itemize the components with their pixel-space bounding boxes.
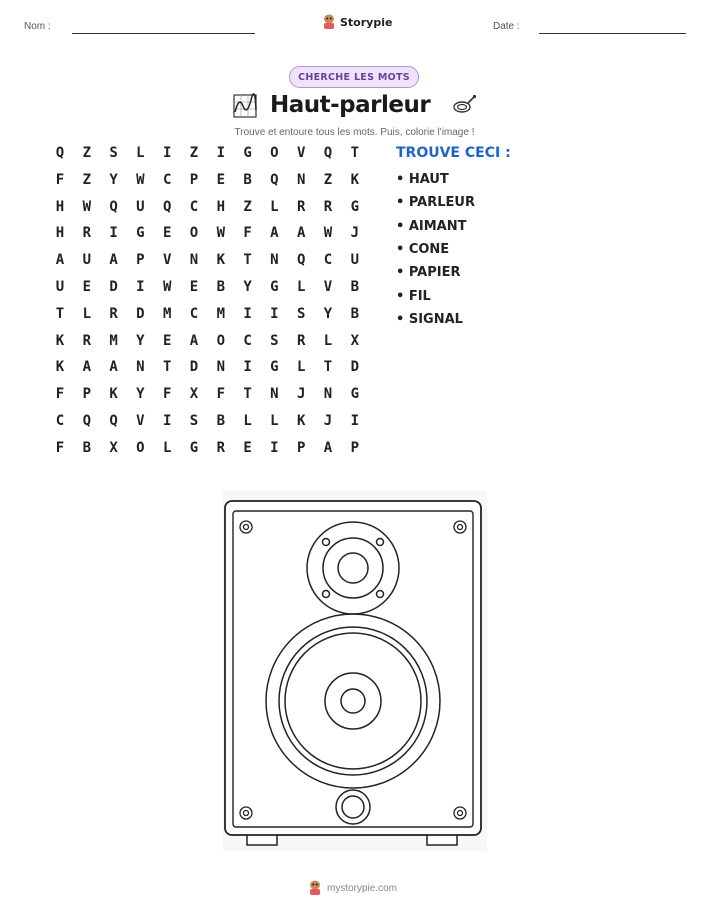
- word-list-item: • HAUT: [396, 172, 449, 187]
- grid-letter[interactable]: F: [55, 386, 65, 403]
- grid-letter[interactable]: H: [55, 198, 65, 215]
- grid-letter[interactable]: P: [136, 252, 145, 269]
- grid-letter[interactable]: H: [55, 225, 65, 242]
- grid-letter[interactable]: I: [243, 305, 252, 322]
- grid-letter[interactable]: L: [270, 413, 279, 429]
- grid-letter[interactable]: K: [55, 332, 65, 349]
- grid-letter[interactable]: T: [350, 145, 360, 161]
- grid-letter[interactable]: B: [350, 279, 360, 295]
- grid-letter[interactable]: C: [189, 305, 199, 322]
- grid-letter[interactable]: R: [109, 305, 118, 322]
- grid-letter[interactable]: L: [82, 305, 92, 322]
- title-row: [0, 92, 709, 122]
- grid-letter[interactable]: R: [82, 225, 92, 242]
- name-line: [72, 33, 255, 34]
- grid-letter[interactable]: F: [55, 171, 65, 188]
- grid-letter[interactable]: T: [55, 305, 65, 322]
- grid-letter[interactable]: J: [350, 225, 360, 242]
- grid-letter[interactable]: R: [296, 332, 306, 349]
- grid-letter[interactable]: V: [136, 413, 145, 429]
- grid-letter[interactable]: E: [162, 225, 172, 242]
- date-label: Date :: [493, 21, 520, 32]
- footer: [308, 880, 397, 896]
- grid-letter[interactable]: Z: [243, 198, 252, 215]
- grid-letter[interactable]: A: [270, 225, 279, 242]
- grid-letter[interactable]: E: [243, 439, 252, 456]
- grid-letter[interactable]: N: [323, 386, 333, 403]
- grid-letter[interactable]: E: [162, 332, 172, 349]
- chart-doodle-icon: [231, 92, 259, 120]
- word-list-item: • CONE: [396, 241, 450, 257]
- storypie-logo-icon: [322, 14, 336, 30]
- grid-letter[interactable]: Z: [189, 145, 199, 161]
- grid-letter[interactable]: O: [189, 225, 199, 242]
- grid-letter[interactable]: H: [216, 198, 226, 215]
- grid-letter[interactable]: Q: [109, 413, 118, 429]
- grid-letter[interactable]: B: [216, 413, 226, 429]
- grid-letter[interactable]: S: [109, 145, 118, 161]
- page-title: Haut-parleur: [270, 92, 431, 118]
- grid-letter[interactable]: P: [350, 439, 360, 456]
- grid-letter[interactable]: I: [350, 413, 360, 429]
- grid-letter[interactable]: G: [136, 225, 145, 242]
- grid-letter[interactable]: E: [82, 279, 92, 295]
- grid-letter[interactable]: L: [296, 279, 306, 295]
- grid-letter[interactable]: M: [162, 305, 172, 322]
- word-list-item: • PARLEUR: [396, 195, 475, 211]
- grid-letter[interactable]: D: [109, 279, 118, 295]
- grid-letter[interactable]: Q: [109, 198, 118, 215]
- grid-letter[interactable]: G: [350, 386, 360, 403]
- grid-letter[interactable]: O: [270, 145, 279, 161]
- grid-letter[interactable]: G: [243, 145, 252, 161]
- grid-letter[interactable]: X: [109, 439, 118, 456]
- grid-letter[interactable]: I: [162, 145, 172, 161]
- name-label: Nom :: [24, 21, 51, 32]
- grid-letter[interactable]: G: [189, 439, 199, 456]
- grid-letter[interactable]: A: [82, 359, 92, 376]
- grid-letter[interactable]: C: [55, 413, 65, 429]
- grid-letter[interactable]: I: [270, 439, 279, 456]
- word-list-title: TROUVE CECI :: [396, 145, 511, 161]
- grid-letter[interactable]: O: [216, 332, 226, 349]
- instructions: Trouve et entoure tous les mots. Puis, colorie l'image !: [234, 127, 475, 138]
- grid-letter[interactable]: Y: [136, 386, 145, 403]
- grid-letter[interactable]: A: [109, 252, 118, 269]
- speaker-illustration: [223, 491, 487, 851]
- grid-letter[interactable]: B: [216, 279, 226, 295]
- grid-letter[interactable]: G: [270, 359, 279, 376]
- grid-letter[interactable]: U: [350, 252, 360, 269]
- grid-letter[interactable]: W: [323, 225, 333, 242]
- grid-letter[interactable]: C: [323, 252, 333, 269]
- grid-letter[interactable]: Z: [82, 145, 92, 161]
- grid-letter[interactable]: E: [216, 171, 226, 188]
- grid-letter[interactable]: Q: [55, 145, 65, 161]
- grid-letter[interactable]: W: [216, 225, 226, 242]
- grid-letter[interactable]: V: [162, 252, 172, 269]
- grid-letter[interactable]: Q: [82, 413, 92, 429]
- grid-letter[interactable]: L: [270, 198, 279, 215]
- grid-letter[interactable]: J: [296, 386, 306, 403]
- grid-letter[interactable]: L: [296, 359, 306, 376]
- grid-letter[interactable]: Q: [296, 252, 306, 269]
- grid-letter[interactable]: R: [82, 332, 92, 349]
- grid-letter[interactable]: A: [189, 332, 199, 349]
- grid-letter[interactable]: L: [323, 332, 333, 349]
- date-line: [539, 33, 686, 34]
- grid-letter[interactable]: C: [243, 332, 252, 349]
- grid-letter[interactable]: Q: [162, 198, 172, 215]
- grid-letter[interactable]: G: [350, 198, 360, 215]
- grid-letter[interactable]: C: [162, 171, 172, 188]
- grid-letter[interactable]: W: [82, 198, 92, 215]
- grid-letter[interactable]: P: [82, 386, 92, 403]
- grid-letter[interactable]: D: [350, 359, 360, 376]
- grid-letter[interactable]: X: [350, 332, 360, 349]
- grid-letter[interactable]: J: [323, 413, 333, 429]
- grid-letter[interactable]: Q: [270, 171, 279, 188]
- wire-coil-icon: [451, 94, 477, 116]
- grid-letter[interactable]: K: [109, 386, 118, 403]
- category-pill-label: CHERCHE LES MOTS: [298, 71, 410, 83]
- grid-letter[interactable]: T: [323, 359, 333, 376]
- grid-letter[interactable]: Y: [136, 332, 145, 349]
- grid-letter[interactable]: W: [136, 171, 145, 188]
- grid-letter[interactable]: B: [243, 171, 252, 188]
- grid-letter[interactable]: N: [136, 359, 145, 376]
- grid-letter[interactable]: A: [109, 359, 118, 376]
- grid-letter[interactable]: N: [216, 359, 226, 376]
- grid-letter[interactable]: N: [270, 252, 279, 269]
- grid-letter[interactable]: Y: [323, 305, 333, 322]
- grid-letter[interactable]: A: [296, 225, 306, 242]
- grid-letter[interactable]: Y: [243, 279, 252, 295]
- grid-letter[interactable]: A: [323, 439, 333, 456]
- grid-letter[interactable]: F: [162, 386, 172, 403]
- grid-letter[interactable]: L: [162, 439, 172, 456]
- grid-letter[interactable]: O: [136, 439, 145, 456]
- word-list-item: • AIMANT: [396, 218, 467, 234]
- grid-letter[interactable]: I: [109, 225, 118, 242]
- grid-letter[interactable]: I: [162, 413, 172, 429]
- word-list-item: • SIGNAL: [396, 311, 463, 327]
- word-list-item: • FIL: [396, 288, 431, 304]
- grid-letter[interactable]: G: [270, 279, 279, 295]
- grid-letter[interactable]: D: [136, 305, 145, 322]
- grid-letter[interactable]: E: [189, 279, 199, 295]
- grid-letter[interactable]: I: [270, 305, 279, 322]
- grid-letter[interactable]: U: [55, 279, 65, 295]
- grid-letter[interactable]: F: [216, 386, 226, 403]
- grid-letter[interactable]: I: [216, 145, 226, 161]
- grid-letter[interactable]: S: [296, 305, 306, 322]
- grid-letter[interactable]: Z: [323, 171, 333, 188]
- grid-letter[interactable]: U: [82, 252, 92, 269]
- grid-letter[interactable]: M: [216, 305, 226, 322]
- grid-letter[interactable]: Q: [323, 145, 333, 161]
- grid-letter[interactable]: N: [296, 171, 306, 188]
- grid-letter[interactable]: M: [109, 332, 118, 349]
- grid-letter[interactable]: K: [296, 413, 306, 429]
- grid-letter[interactable]: R: [323, 198, 333, 215]
- grid-letter[interactable]: P: [189, 171, 199, 188]
- category-pill: [289, 66, 419, 88]
- grid-letter[interactable]: I: [243, 359, 252, 376]
- grid-letter[interactable]: R: [216, 439, 226, 456]
- grid-letter[interactable]: B: [350, 305, 360, 322]
- grid-letter[interactable]: T: [162, 359, 172, 376]
- footer-url: mystorypie.com: [327, 882, 398, 894]
- grid-letter[interactable]: F: [243, 225, 252, 242]
- brand: [322, 14, 392, 30]
- grid-letter[interactable]: Y: [109, 171, 118, 188]
- grid-letter[interactable]: R: [296, 198, 306, 215]
- grid-letter[interactable]: V: [323, 279, 333, 295]
- storypie-logo-icon: [308, 880, 322, 896]
- grid-letter[interactable]: V: [296, 145, 306, 161]
- grid-letter[interactable]: K: [216, 252, 226, 269]
- grid-letter[interactable]: N: [189, 252, 199, 269]
- grid-letter[interactable]: T: [243, 386, 252, 403]
- word-list-item: • PAPIER: [396, 265, 461, 281]
- grid-letter[interactable]: W: [162, 279, 172, 295]
- grid-letter[interactable]: K: [55, 359, 65, 376]
- grid-letter[interactable]: X: [189, 386, 199, 403]
- grid-letter[interactable]: S: [189, 413, 199, 429]
- grid-letter[interactable]: A: [55, 252, 65, 269]
- brand-name: Storypie: [340, 15, 393, 29]
- grid-letter[interactable]: L: [136, 145, 145, 161]
- grid-letter[interactable]: Z: [82, 171, 92, 188]
- grid-letter[interactable]: B: [82, 439, 92, 456]
- grid-letter[interactable]: D: [189, 359, 199, 376]
- grid-letter[interactable]: U: [136, 198, 145, 215]
- grid-letter[interactable]: P: [296, 439, 306, 456]
- grid-letter[interactable]: C: [189, 198, 199, 215]
- grid-letter[interactable]: T: [243, 252, 252, 269]
- grid-letter[interactable]: K: [350, 171, 360, 188]
- grid-letter[interactable]: S: [270, 332, 279, 349]
- grid-letter[interactable]: I: [136, 279, 145, 295]
- grid-letter[interactable]: F: [55, 439, 65, 456]
- grid-letter[interactable]: N: [270, 386, 279, 403]
- grid-letter[interactable]: L: [243, 413, 252, 429]
